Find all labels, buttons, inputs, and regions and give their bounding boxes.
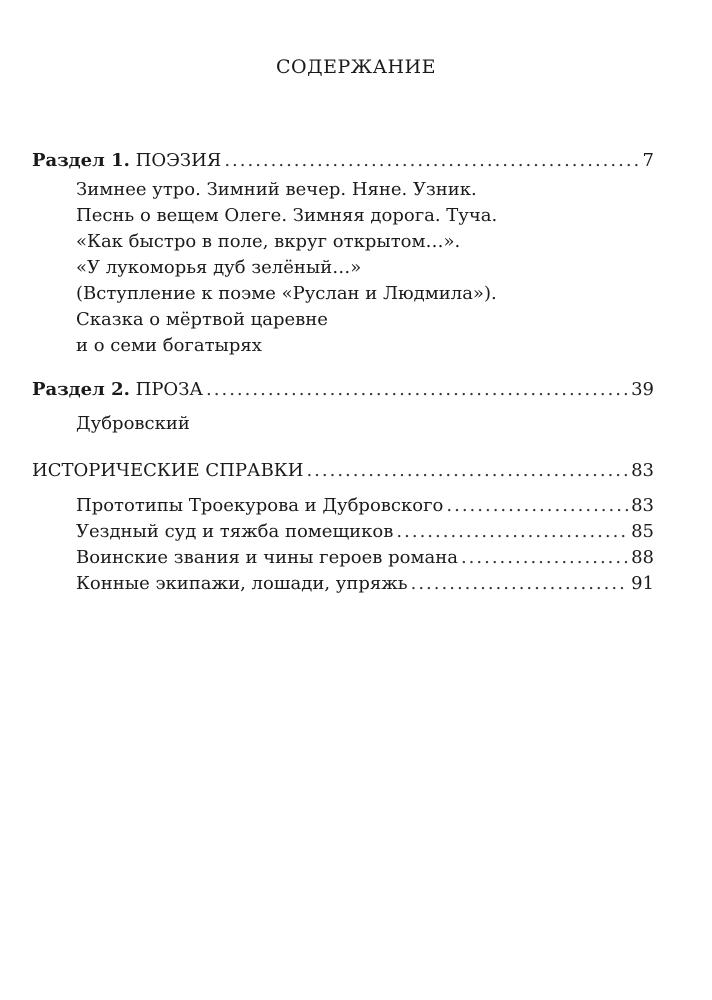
work-line: (Вступление к поэме «Руслан и Людмила»).: [76, 283, 497, 304]
section-title: ПОЭЗИЯ: [135, 150, 222, 171]
work-line: и о семи богатырях: [76, 335, 262, 356]
dot-leader: [306, 460, 628, 482]
section-number: Раздел 2.: [32, 379, 130, 400]
section-1-works: [76, 177, 497, 359]
section-title: ПРОЗА: [135, 379, 204, 400]
work-line: Дубровский: [76, 413, 190, 434]
dot-leader: [206, 379, 628, 401]
page-number: 85: [631, 521, 654, 542]
work-line: «Как быстро в поле, вкруг открытом…».: [76, 231, 461, 252]
toc-entry-label: Воинские звания и чины героев романа: [76, 547, 458, 568]
dot-leader: [446, 495, 628, 517]
toc-subentry: [76, 547, 654, 569]
toc-entry-label: [32, 379, 203, 401]
toc-entry-label: Конные экипажи, лошади, упряжь: [76, 573, 408, 594]
page-number: 39: [631, 379, 654, 400]
toc-entry-historical: [32, 460, 654, 482]
section-2-works: [76, 411, 190, 437]
toc-entry-label: Прототипы Троекурова и Дубровского: [76, 495, 444, 516]
toc-subentry: [76, 495, 654, 517]
toc-entry-label: [32, 150, 221, 172]
section-number: Раздел 1.: [32, 150, 130, 171]
toc-entry-section-1: [32, 150, 654, 172]
toc-entry-label: ИСТОРИЧЕСКИЕ СПРАВКИ: [32, 460, 304, 481]
dot-leader: [396, 521, 628, 543]
page-number: 83: [631, 460, 654, 481]
dot-leader: [411, 573, 628, 595]
page-number: 7: [642, 150, 654, 171]
page-number: 83: [631, 495, 654, 516]
work-line: «У лукоморья дуб зелёный…»: [76, 257, 362, 278]
page-title: СОДЕРЖАНИЕ: [276, 56, 436, 78]
page-number: 91: [631, 573, 654, 594]
work-line: Сказка о мёртвой царевне: [76, 309, 328, 330]
dot-leader: [461, 547, 628, 569]
work-line: Зимнее утро. Зимний вечер. Няне. Узник.: [76, 179, 477, 200]
toc-subentry: [76, 521, 654, 543]
toc-entry-section-2: [32, 379, 654, 401]
page-number: 88: [631, 547, 654, 568]
dot-leader: [224, 150, 639, 172]
toc-subentry: [76, 573, 654, 595]
toc-entry-label: Уездный суд и тяжба помещиков: [76, 521, 394, 542]
work-line: Песнь о вещем Олеге. Зимняя дорога. Туча.: [76, 205, 498, 226]
